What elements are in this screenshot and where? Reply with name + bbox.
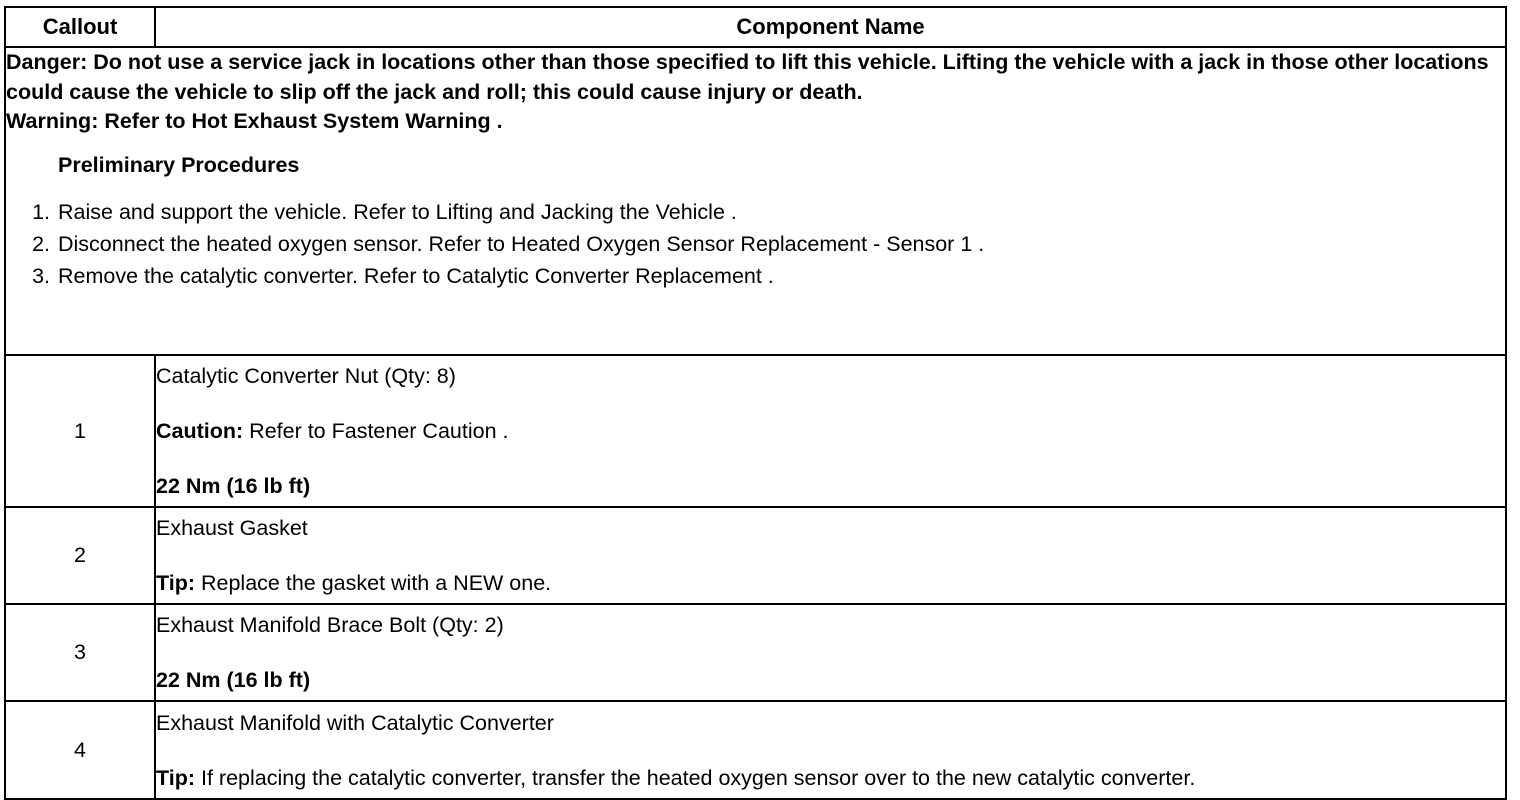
torque-spec: 22 Nm (16 lb ft) [156,668,311,692]
step-text: Remove the catalytic converter. Refer to Catalytic Converter Replacement . [58,264,774,288]
component-cell [155,507,1506,604]
component-name: Exhaust Gasket [156,516,308,540]
step-number: 1. [32,200,50,224]
callout-column-header: Callout [5,7,155,47]
step-number: 3. [32,264,50,288]
component-cell [155,355,1506,507]
component-cell [155,701,1506,799]
preliminary-procedures-title: Preliminary Procedures [58,152,300,177]
callout-number: 1 [5,355,155,507]
table-row [5,604,1506,701]
step-number: 2. [32,232,50,256]
callout-number: 3 [5,604,155,701]
tip-note [156,569,1505,597]
caution-note [156,417,1505,445]
list-item [32,196,1505,228]
notice-row [5,47,1506,355]
note-text: Refer to Fastener Caution . [243,419,509,443]
notice-cell [5,47,1506,355]
callout-number: 2 [5,507,155,604]
table-row [5,507,1506,604]
component-name-column-header: Component Name [155,7,1506,47]
component-table [4,6,1507,800]
torque-spec: 22 Nm (16 lb ft) [156,474,311,498]
note-text: Replace the gasket with a NEW one. [195,571,552,595]
list-item [32,260,1505,292]
danger-notice: Danger: Do not use a service jack in locations other than those specified to lift this vehicle. Lifting the vehicle with a jack in those other locations could cause the vehicle to slip off the jack and roll; this could cause injury or death. [6,50,1489,104]
component-name: Exhaust Manifold Brace Bolt (Qty: 2) [156,613,504,637]
list-item [32,228,1505,260]
component-name: Exhaust Manifold with Catalytic Converter [156,710,554,735]
note-label: Caution: [156,419,244,443]
note-label: Tip: [156,571,196,595]
step-text: Raise and support the vehicle. Refer to Lifting and Jacking the Vehicle . [58,200,737,224]
component-cell [155,604,1506,701]
warning-notice: Warning: Refer to Hot Exhaust System Warning . [6,109,503,133]
table-row [5,355,1506,507]
step-text: Disconnect the heated oxygen sensor. Refer to Heated Oxygen Sensor Replacement - Sensor 1 . [58,232,985,256]
table-row [5,701,1506,799]
table-header-row [5,7,1506,47]
note-text: If replacing the catalytic converter, transfer the heated oxygen sensor over to the new catalytic converter. [195,765,1196,790]
preliminary-steps-list [6,196,1505,292]
callout-number: 4 [5,701,155,799]
note-label: Tip: [156,765,196,790]
component-name: Catalytic Converter Nut (Qty: 8) [156,364,456,388]
